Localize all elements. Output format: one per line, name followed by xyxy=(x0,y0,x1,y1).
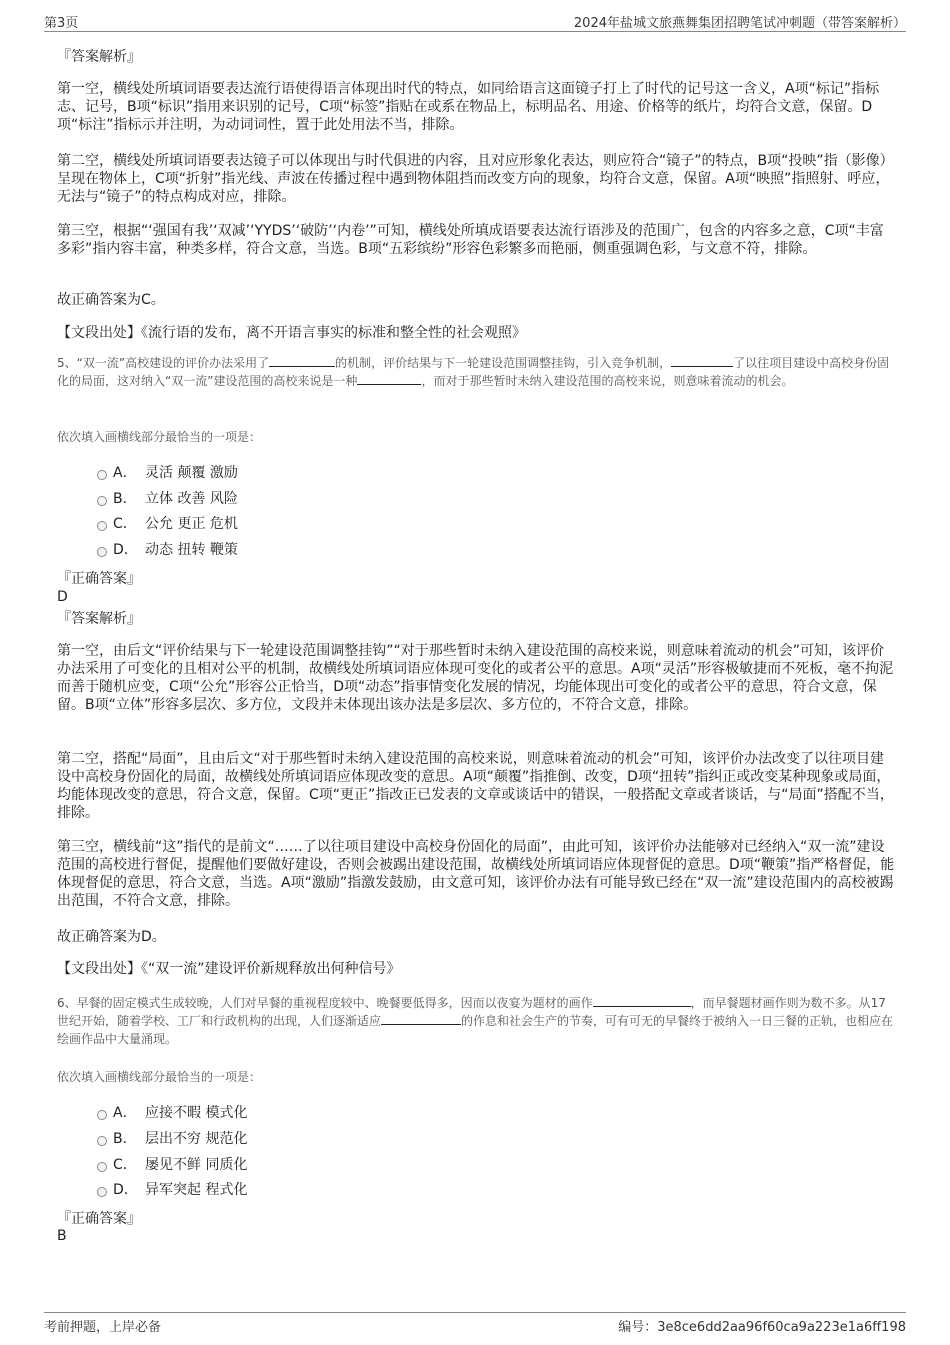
radio-icon[interactable] xyxy=(97,547,107,557)
q6-option-a[interactable]: A． 应接不暇 模式化 xyxy=(97,1104,247,1122)
q5-analysis-p1: 第一空，由后文“评价结果与下一轮建设范围调整挂钩”“对于那些暂时未纳入建设范围的高校来说，则意味着流动的机会”可知，该评价办法采用了可变化的且相对公平的机制，故横线处所填词语应体现可变化的或者公平的意思。A项“灵活”形容极敏捷而不死板，毫不拘泥而善于随机应变，C项“公允”形容公正恰当，D项“动态”指事情变化发展的情况，均能体现出可变化的或者公平的意思，符合文意，保留。B项“立体”形容多层次、多方位，文段并未体现出该办法是多层次、多方位的，不符合文意，排除。 xyxy=(57,643,894,713)
q5-analysis-p3: 第三空，横线前“这”指代的是前文“……了以往项目建设中高校身份固化的局面”，由此可知，该评价办法能够对已经纳入“双一流”建设范围的高校进行督促，提醒他们要做好建设，否则会被踢出建设范围，故横线处所填词语应体现督促的意思。D项“鞭策”指严格督促，能体现督促的意思，符合文意，当选。A项“激励”指激发鼓励，由文意可知，该评价办法有可能导致已经在“双一流”建设范围内的高校被踢出范围，不符合文意，排除。 xyxy=(57,839,895,909)
radio-icon[interactable] xyxy=(97,470,107,480)
q5-conclusion: 故正确答案为D。 xyxy=(57,929,166,945)
q5-option-d[interactable]: D． 动态 扭转 鞭策 xyxy=(97,541,238,559)
document-title: 2024年盐城文旅燕舞集团招聘笔试冲刺题（带答案解析） xyxy=(573,16,906,31)
q5-answer: D xyxy=(57,589,68,605)
q6-prompt: 依次填入画横线部分最恰当的一项是： xyxy=(57,1070,262,1084)
q5-stem: 5、“双一流”高校建设的评价办法采用了 的机制，评价结果与下一轮建设范围调整挂钩，引入竞争机制， 了以往项目建设中高校身份固化的局面，这对纳入“双一流”建设范围的高校来说是一种 ，而对于那些暂时未纳入建设范围的高校来说，则意味着流动的机会。 xyxy=(57,356,890,388)
q6-option-b[interactable]: B． 层出不穷 规范化 xyxy=(97,1130,247,1148)
blank-2 xyxy=(381,1013,461,1025)
blank-1 xyxy=(593,995,691,1007)
q5-option-c[interactable]: C． 公允 更正 危机 xyxy=(97,515,238,533)
blank-2 xyxy=(671,355,733,367)
blank-3 xyxy=(357,373,421,385)
radio-icon[interactable] xyxy=(97,1162,107,1172)
q5-option-b[interactable]: B． 立体 改善 风险 xyxy=(97,490,238,508)
q6-stem: 6、早餐的固定模式生成较晚，人们对早餐的重视程度较中、晚餐要低得多，因而以夜宴为题材的画作 ，而早餐题材画作则为数不多。从17世纪开始，随着学校、工厂和行政机构的出现，人们逐渐适应 的作息和社会生产的节奏，可有可无的早餐终于被纳入一日三餐的正轨，也相应在绘画作品中大量涌现。 xyxy=(57,996,894,1046)
blank-1 xyxy=(269,355,335,367)
q4-conclusion: 故正确答案为C。 xyxy=(57,292,165,308)
radio-icon[interactable] xyxy=(97,1136,107,1146)
q4-analysis-p3: 第三空，根据“‘强国有我’‘双减’‘YYDS’‘破防’‘内卷’”可知，横线处所填成语要表达流行语涉及的范围广，包含的内容多之意，C项“丰富多彩”指内容丰富，种类多样，符合文意，当选。B项“五彩缤纷”形容色彩繁多而艳丽，侧重强调色彩，与文意不符，排除。 xyxy=(57,223,884,257)
radio-icon[interactable] xyxy=(97,521,107,531)
document-id: 编号：3e8ce6dd2aa96f60ca9a223e1a6ff198 xyxy=(618,1320,906,1335)
q6-option-d[interactable]: D． 异军突起 程式化 xyxy=(97,1181,247,1199)
q6-answer-label: 『正确答案』 xyxy=(57,1211,141,1227)
q6-answer: B xyxy=(57,1228,67,1244)
q4-analysis-p1: 第一空，横线处所填词语要表达流行语使得语言体现出时代的特点，如同给语言这面镜子打上了时代的记号这一含义，A项“标记”指标志、记号，B项“标识”指用来识别的记号，C项“标签”指贴在或系在物品上，标明品名、用途、价格等的纸片，均符合文意，保留。D项“标注”指标示并注明，为动词词性，置于此处用法不当，排除。 xyxy=(57,81,880,133)
q5-source: 【文段出处】《“双一流”建设评价新规释放出何种信号》 xyxy=(57,961,401,977)
q5-prompt: 依次填入画横线部分最恰当的一项是： xyxy=(57,430,262,444)
q5-option-a[interactable]: A． 灵活 颠覆 激励 xyxy=(97,464,238,482)
q5-answer-label: 『正确答案』 xyxy=(57,571,141,587)
q6-option-c[interactable]: C． 屡见不鲜 同质化 xyxy=(97,1156,247,1174)
footer-slogan: 考前押题，上岸必备 xyxy=(44,1320,162,1335)
radio-icon[interactable] xyxy=(97,1187,107,1197)
q4-analysis-label: 『答案解析』 xyxy=(57,49,141,65)
page-footer xyxy=(44,1312,906,1336)
q5-analysis-p2: 第二空，搭配“局面”，且由后文“对于那些暂时未纳入建设范围的高校来说，则意味着流动的机会”可知，该评价办法改变了以往项目建设中高校身份固化的局面，故横线处所填词语应体现改变的意思。A项“颠覆”指推倒、改变，D项“扭转”指纠正或改变某种现象或局面，均能体现改变的意思，符合文意，保留。C项“更正”指改正已发表的文章或谈话中的错误，一般搭配文章或者谈话，与“局面”搭配不当，排除。 xyxy=(57,751,894,821)
q5-analysis-label: 『答案解析』 xyxy=(57,611,141,627)
page-header xyxy=(44,10,906,32)
q4-source: 【文段出处】《流行语的发布，离不开语言事实的标准和整全性的社会观照》 xyxy=(57,325,526,341)
radio-icon[interactable] xyxy=(97,1110,107,1120)
radio-icon[interactable] xyxy=(97,496,107,506)
page-number: 第3页 xyxy=(44,16,79,31)
q4-analysis-p2: 第二空，横线处所填词语要表达镜子可以体现出与时代俱进的内容，且对应形象化表达，则应符合“镜子”的特点，B项“投映”指（影像）呈现在物体上，C项“折射”指光线、声波在传播过程中遇到物体阻挡而改变方向的现象，均符合文意，保留。A项“映照”指照射、呼应，无法与“镜子”的特点构成对应，排除。 xyxy=(57,153,894,205)
